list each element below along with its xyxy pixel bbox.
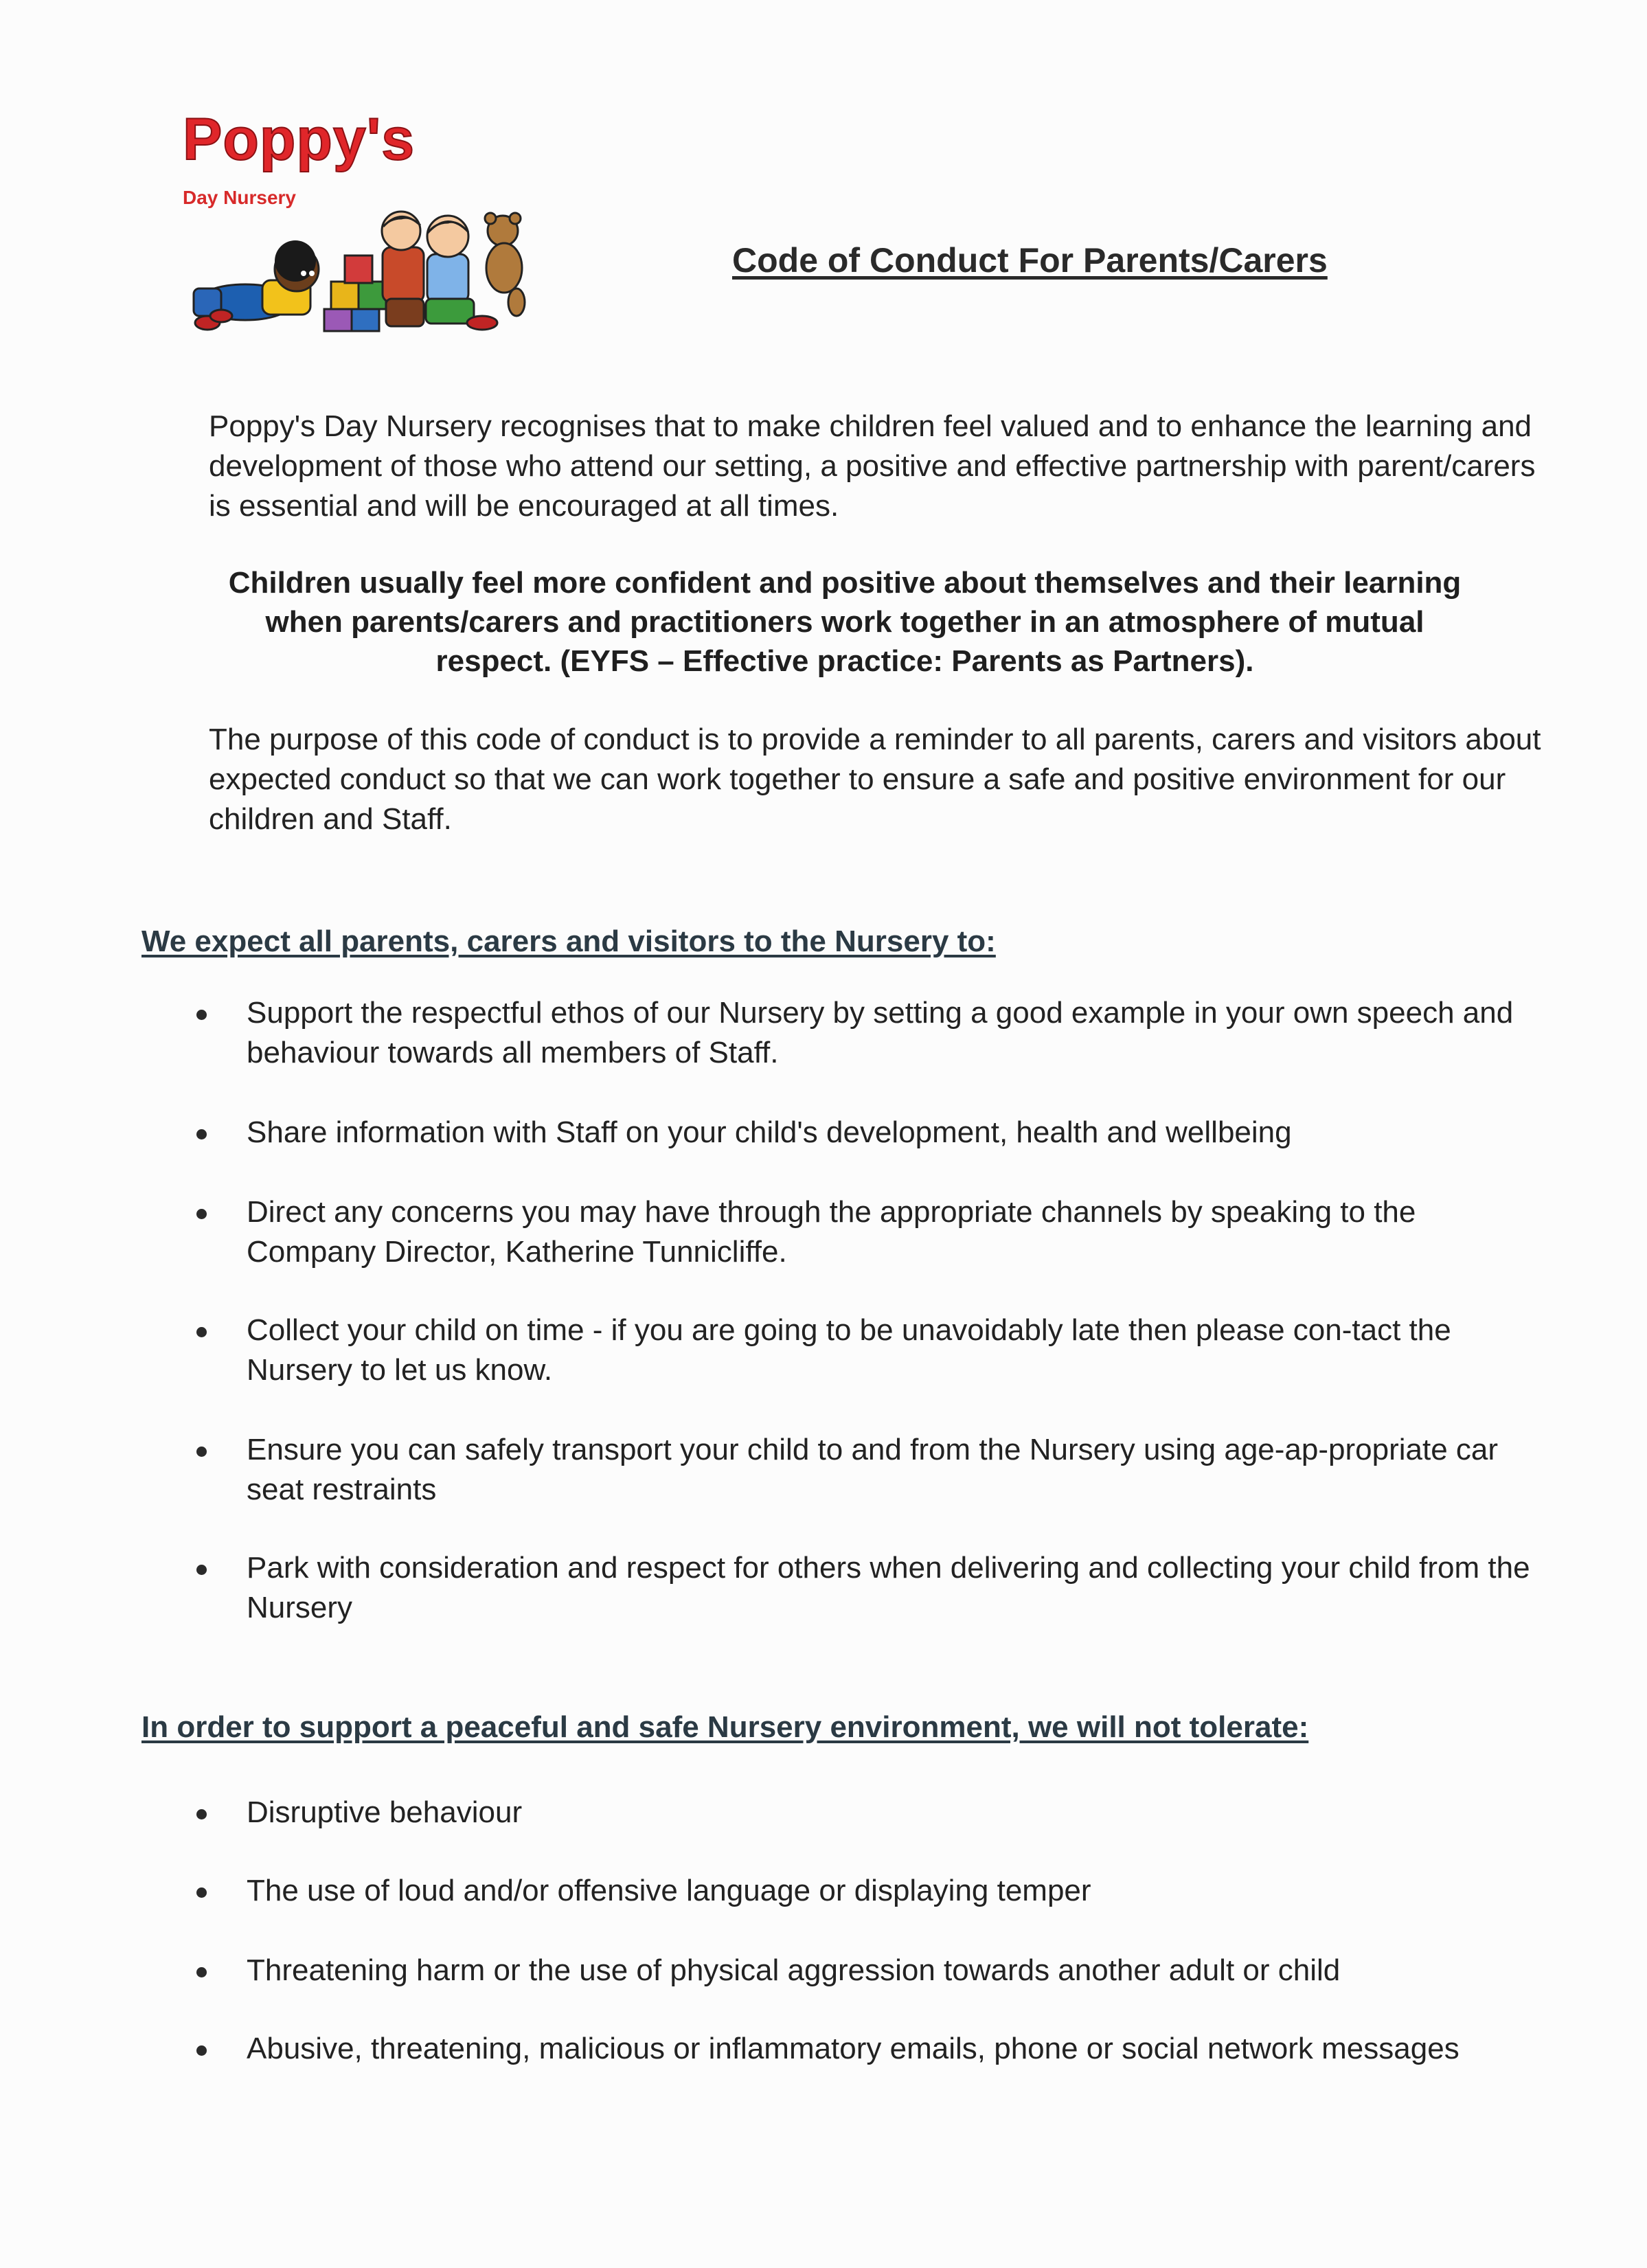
not-tolerated-heading: In order to support a peaceful and safe Nursery environment, we will not tolerate: [141, 1710, 1309, 1744]
list-item-text: Park with consideration and respect for others when delivering and collecting your child from the Nursery [247, 1551, 1530, 1624]
logo-subtitle: Day Nursery [183, 187, 296, 208]
list-item-text: Abusive, threatening, malicious or inflammatory emails, phone or social network messages [247, 2032, 1459, 2065]
list-item-text: Disruptive behaviour [247, 1795, 523, 1829]
bullet-icon [196, 1887, 207, 1898]
list-item-text: Share information with Staff on your child's development, health and wellbeing [247, 1115, 1292, 1149]
list-item-text: Ensure you can safely transport your child to and from the Nursery using age-ap-propriate car seat restraints [247, 1433, 1499, 1506]
page-title: Code of Conduct For Parents/Carers [732, 241, 1328, 280]
children-playing-icon [180, 206, 537, 337]
logo-name: Poppy's [183, 106, 416, 172]
bullet-icon [196, 1565, 207, 1575]
eyfs-quote: Children usually feel more confident and positive about themselves and their learning when parents/carers and practitioners work together in an atmosphere of mutual respect. (EYFS – Effective practice: Parents as Partners). [228, 566, 1462, 678]
bullet-icon [196, 1327, 207, 1337]
bullet-icon [196, 2045, 207, 2056]
list-item-text: Threatening harm or the use of physical aggression towards another adult or child [247, 1953, 1341, 1987]
bullet-icon [196, 1010, 207, 1020]
list-item-text: Support the respectful ethos of our Nursery by setting a good example in your own speech and behaviour towards all members of Staff. [247, 996, 1514, 1069]
list-item-text: Collect your child on time - if you are going to be unavoidably late then please con-tact the Nursery to let us know. [247, 1313, 1451, 1387]
intro-paragraph: Poppy's Day Nursery recognises that to make children feel valued and to enhance the learning and development of those who attend our setting, a positive and effective partnership with parent/carers is essential and will be encouraged at all times. [209, 409, 1536, 523]
bullet-icon [196, 1447, 207, 1457]
purpose-paragraph: The purpose of this code of conduct is to provide a reminder to all parents, carers and visitors about expected conduct so that we can work together to ensure a safe and positive environment for our children and Staff. [209, 723, 1541, 836]
bullet-icon [196, 1209, 207, 1219]
list-item-text: The use of loud and/or offensive language or displaying temper [247, 1874, 1091, 1907]
nursery-logo [180, 106, 537, 337]
expectations-heading: We expect all parents, carers and visitors to the Nursery to: [141, 925, 996, 958]
bullet-icon [196, 1967, 207, 1977]
bullet-icon [196, 1129, 207, 1139]
list-item-text: Direct any concerns you may have through the appropriate channels by speaking to the Company Director, Katherine Tunnicliffe. [247, 1195, 1416, 1269]
bullet-icon [196, 1809, 207, 1819]
